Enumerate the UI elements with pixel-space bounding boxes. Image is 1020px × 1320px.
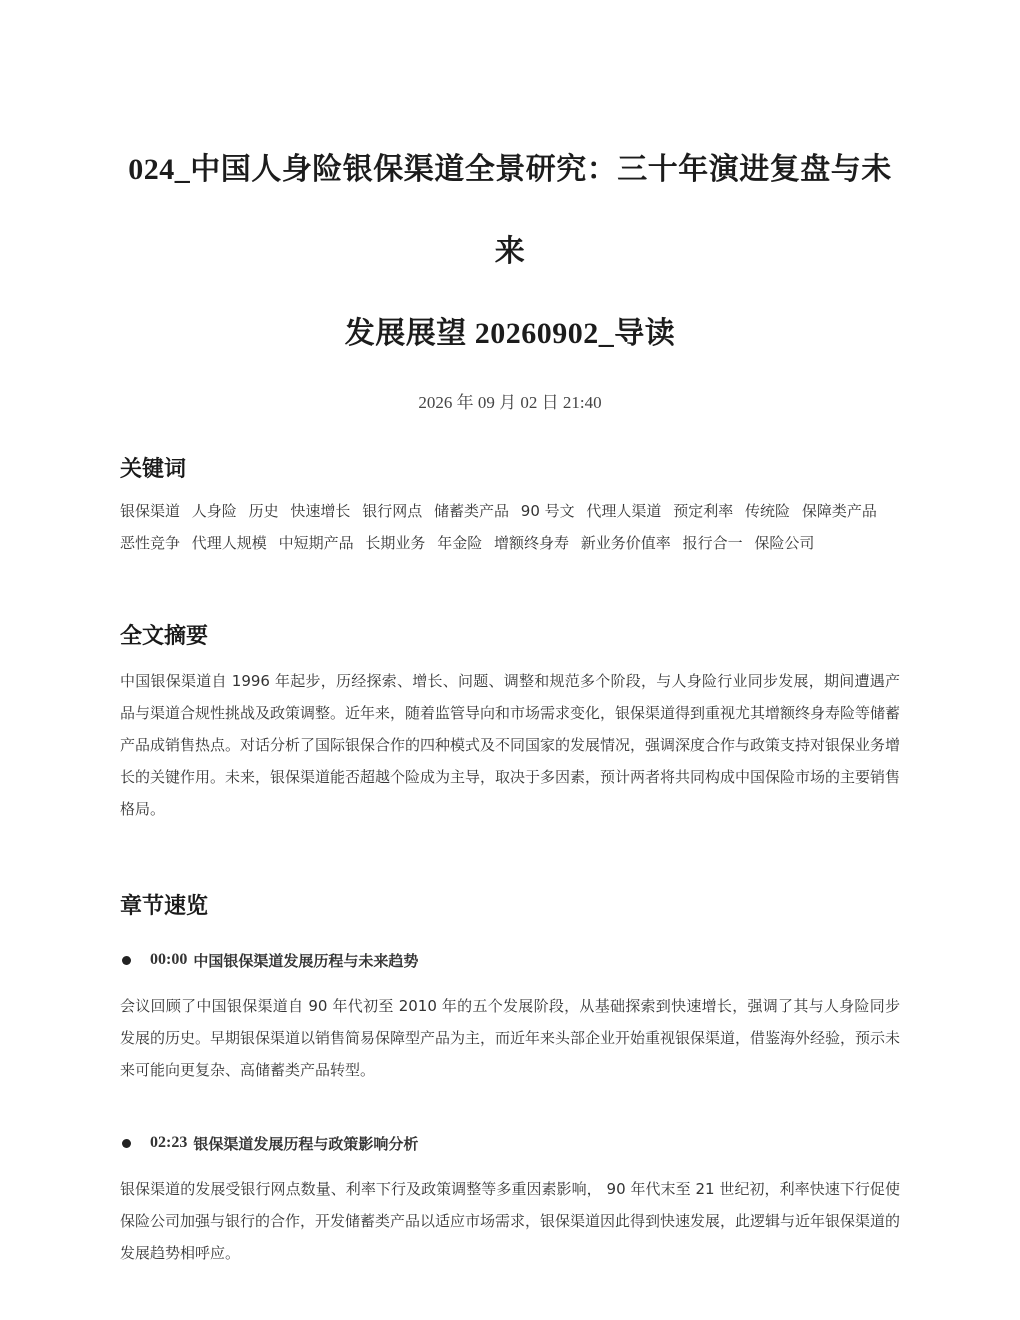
keyword-tag: 新业务价值率 bbox=[580, 534, 671, 552]
bullet-icon bbox=[122, 956, 131, 965]
publish-date: 2026 年 09 月 02 日 21:40 bbox=[418, 393, 602, 412]
chapter-timestamp: 00:00 bbox=[150, 951, 188, 968]
summary-text: 中国银保渠道自 1996 年起步，历经探索、增长、问题、调整和规范多个阶段，与人身险行业同步发展，期间遭遇产品与渠道合规性挑战及政策调整。近年来，随着监管导向和市场需求变化，银保渠道得到重视尤其增额终身寿险等储蓄产品成销售热点。对话分析了国际银保合作的四种模式及不同国家的发展情况，强调深度合作与政策支持对银保业务增长的关键作用。未来，银保渠道能否超越个险成为主导，取决于多因素，预计两者将共同构成中国保险市场的主要销售格局。 bbox=[120, 672, 901, 818]
chapter-item bbox=[120, 1128, 900, 1269]
page-title bbox=[120, 0, 900, 375]
summary-section bbox=[120, 621, 900, 825]
summary-heading: 全文摘要 bbox=[120, 624, 209, 649]
keyword-tag: 中短期产品 bbox=[278, 534, 354, 552]
keyword-tag: 90 号文 bbox=[520, 502, 575, 520]
keyword-tag: 银保渠道 bbox=[120, 502, 181, 520]
document-page bbox=[120, 0, 900, 1269]
chapter-timestamp: 02:23 bbox=[150, 1134, 188, 1151]
page-title-line-2: 发展展望 20260902_导读 bbox=[344, 317, 676, 350]
chapter-body: 会议回顾了中国银保渠道自 90 年代初至 2010 年的五个发展阶段，从基础探索到快速增长，强调了其与人身险同步发展的历史。早期银保渠道以销售简易保障型产品为主，而近年来头部企业开始重视银保渠道，借鉴海外经验，预示未来可能向更复杂、高储蓄类产品转型。 bbox=[120, 997, 901, 1079]
keyword-tag: 保障类产品 bbox=[801, 502, 877, 520]
keyword-tag: 历史 bbox=[248, 502, 279, 520]
keyword-tag: 预定利率 bbox=[673, 502, 734, 520]
keywords-section bbox=[120, 454, 900, 559]
chapter-header bbox=[120, 1128, 900, 1158]
bullet-icon bbox=[122, 1139, 131, 1148]
chapter-body: 银保渠道的发展受银行网点数量、利率下行及政策调整等多重因素影响， 90 年代末至 21 世纪初，利率快速下行促使保险公司加强与银行的合作，开发储蓄类产品以适应市场需求，银保渠道因此得到快速发展，此逻辑与近年银保渠道的发展趋势相呼应。 bbox=[120, 1180, 901, 1262]
chapters-section bbox=[120, 891, 900, 1269]
keywords-list bbox=[120, 495, 900, 559]
keyword-tag: 恶性竞争 bbox=[120, 534, 181, 552]
keywords-heading: 关键词 bbox=[120, 457, 187, 482]
chapter-title: 银保渠道发展历程与政策影响分析 bbox=[193, 1134, 419, 1153]
chapters-heading: 章节速览 bbox=[120, 894, 209, 919]
chapter-header bbox=[120, 945, 900, 975]
keyword-tag: 传统险 bbox=[745, 502, 791, 520]
keyword-tag: 代理人渠道 bbox=[586, 502, 662, 520]
keyword-tag: 报行合一 bbox=[682, 534, 743, 552]
chapter-title: 中国银保渠道发展历程与未来趋势 bbox=[193, 951, 419, 970]
keyword-tag: 年金险 bbox=[437, 534, 483, 552]
keyword-tag: 人身险 bbox=[191, 502, 237, 520]
keyword-tag: 增额终身寿 bbox=[493, 534, 569, 552]
page-title-line-1: 024_中国人身险银保渠道全景研究：三十年演进复盘与未来 bbox=[128, 153, 892, 268]
keyword-tag: 银行网点 bbox=[362, 502, 423, 520]
keyword-tag: 保险公司 bbox=[754, 534, 815, 552]
chapter-item bbox=[120, 945, 900, 1086]
keyword-tag: 代理人规模 bbox=[191, 534, 267, 552]
keyword-tag: 长期业务 bbox=[365, 534, 426, 552]
keyword-tag: 储蓄类产品 bbox=[433, 502, 509, 520]
keyword-tag: 快速增长 bbox=[290, 502, 351, 520]
